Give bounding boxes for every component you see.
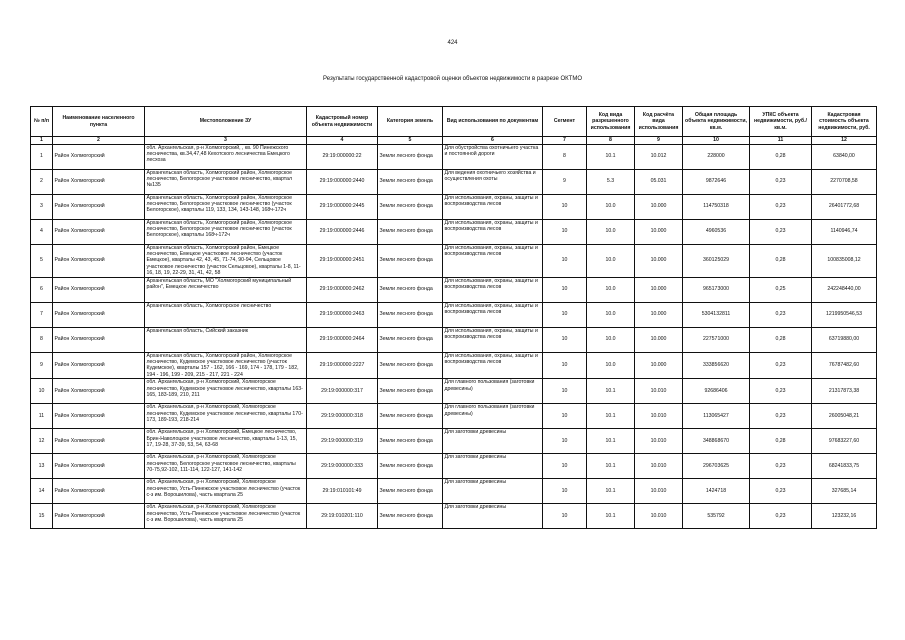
page-number: 424 [447, 40, 458, 46]
header-cell: УПКС объекта недвижимости, руб./кв.м. [750, 107, 812, 137]
land-category-cell: Земли лесного фонда [378, 144, 443, 169]
land-use-cell: Для использования, охраны, защиты и воспроизводства лесов [443, 327, 543, 352]
table-body [31, 144, 877, 529]
vri-code-cell: 10.1 [587, 504, 635, 529]
vri-code-cell: 5.3 [587, 169, 635, 194]
land-use-cell: Для использования, охраны, защиты и воспроизводства лесов [443, 302, 543, 327]
calc-code-cell: 10.010 [635, 379, 683, 404]
upks-cell: 0,23 [750, 194, 812, 219]
upks-cell: 0,23 [750, 219, 812, 244]
table-row [31, 352, 877, 379]
land-category-cell: Земли лесного фонда [378, 302, 443, 327]
cadastral-number-cell: 29:19:000000:2445 [307, 194, 378, 219]
row-number: 8 [31, 327, 53, 352]
header-cell: Местоположение ЗУ [145, 107, 307, 137]
row-number: 14 [31, 479, 53, 504]
area-cell: 965173000 [683, 277, 750, 302]
area-cell: 9872646 [683, 169, 750, 194]
vri-code-cell: 10.0 [587, 194, 635, 219]
column-number: 2 [53, 137, 145, 145]
row-number: 1 [31, 144, 53, 169]
locality-cell: Район Холмогорский [53, 302, 145, 327]
cadastral-number-cell: 29:19:000000:2451 [307, 244, 378, 277]
header-row [31, 107, 877, 137]
upks-cell: 0,28 [750, 144, 812, 169]
calc-code-cell: 10.012 [635, 144, 683, 169]
address-cell: Архангельская область, Холмогорский район, Холмогорское лесничество, Белогорское участковое лесничество (участок Белогорское), кварталы 168ч-172ч [145, 219, 307, 244]
calc-code-cell: 10.000 [635, 219, 683, 244]
locality-cell: Район Холмогорский [53, 379, 145, 404]
vri-code-cell: 10.1 [587, 379, 635, 404]
table-row [31, 379, 877, 404]
land-category-cell: Земли лесного фонда [378, 277, 443, 302]
cadastral-value-cell: 1219950546,53 [812, 302, 877, 327]
locality-cell: Район Холмогорский [53, 327, 145, 352]
land-use-cell: Для заготовки древесины [443, 479, 543, 504]
row-number: 12 [31, 429, 53, 454]
upks-cell: 0,23 [750, 302, 812, 327]
table-row [31, 454, 877, 479]
vri-code-cell: 10.0 [587, 327, 635, 352]
calc-code-cell: 10.000 [635, 327, 683, 352]
cadastral-number-cell: 29:19:000000:333 [307, 454, 378, 479]
cadastral-number-cell: 29:19:000000:22 [307, 144, 378, 169]
row-number: 13 [31, 454, 53, 479]
cadastral-value-cell: 76787482,60 [812, 352, 877, 379]
cadastral-number-cell: 29:19:000000:2462 [307, 277, 378, 302]
area-cell: 333856620 [683, 352, 750, 379]
table-row [31, 404, 877, 429]
locality-cell: Район Холмогорский [53, 169, 145, 194]
table-row [31, 429, 877, 454]
segment-cell: 10 [543, 244, 587, 277]
upks-cell: 0,23 [750, 352, 812, 379]
address-cell: обл. Архангельская, р-н Холмогорский, Холмогорское лесничество, Белогорское участковое лесничество, кварталы 70-75,92-102, 111-114, 122-127, 141-142 [145, 454, 307, 479]
area-cell: 296703625 [683, 454, 750, 479]
vri-code-cell: 10.1 [587, 404, 635, 429]
upks-cell: 0,23 [750, 379, 812, 404]
area-cell: 1424718 [683, 479, 750, 504]
cadastral-value-cell: 2270708,58 [812, 169, 877, 194]
cadastral-value-cell: 1140946,74 [812, 219, 877, 244]
cadastral-value-cell: 123232,16 [812, 504, 877, 529]
land-category-cell: Земли лесного фонда [378, 454, 443, 479]
upks-cell: 0,23 [750, 404, 812, 429]
header-cell: № п/п [31, 107, 53, 137]
column-number: 11 [750, 137, 812, 145]
cadastral-number-cell: 29:19:000000:2463 [307, 302, 378, 327]
area-cell: 535792 [683, 504, 750, 529]
valuation-table [30, 106, 877, 529]
land-category-cell: Земли лесного фонда [378, 352, 443, 379]
row-number: 4 [31, 219, 53, 244]
calc-code-cell: 10.010 [635, 429, 683, 454]
row-number: 10 [31, 379, 53, 404]
land-category-cell: Земли лесного фонда [378, 504, 443, 529]
land-use-cell: Для использования, охраны, защиты и воспроизводства лесов [443, 244, 543, 277]
locality-cell: Район Холмогорский [53, 144, 145, 169]
land-use-cell: Для заготовки древесины [443, 429, 543, 454]
land-use-cell: Для использования, охраны, защиты и воспроизводства лесов [443, 352, 543, 379]
header-cell: Вид использования по документам [443, 107, 543, 137]
table-row [31, 479, 877, 504]
calc-code-cell: 10.010 [635, 404, 683, 429]
header-cell: Код расчёта вида использования [635, 107, 683, 137]
address-cell: обл. Архангельская, р-н Холмогорский, Холмогорское лесничество, Кудемское участковое лесничество, кварталы 163-165, 183-189, 210, 211 [145, 379, 307, 404]
cadastral-number-cell: 29:19:000000:318 [307, 404, 378, 429]
column-number: 6 [443, 137, 543, 145]
address-cell: Архангельская область, Холмогорское лесничество [145, 302, 307, 327]
land-category-cell: Земли лесного фонда [378, 244, 443, 277]
segment-cell: 10 [543, 302, 587, 327]
row-number: 2 [31, 169, 53, 194]
land-use-cell: Для ведения охотничьего хозяйства и осуществления охоты [443, 169, 543, 194]
area-cell: 113065427 [683, 404, 750, 429]
row-number: 9 [31, 352, 53, 379]
area-cell: 92686406 [683, 379, 750, 404]
land-category-cell: Земли лесного фонда [378, 219, 443, 244]
table-row [31, 194, 877, 219]
column-number-row [31, 137, 877, 145]
cadastral-number-cell: 29:19:000000:2227 [307, 352, 378, 379]
land-use-cell: Для заготовки древесины [443, 504, 543, 529]
cadastral-value-cell: 97683227,60 [812, 429, 877, 454]
area-cell: 227571000 [683, 327, 750, 352]
land-use-cell: Для обустройства охотничьего участка и постоянной дороги [443, 144, 543, 169]
land-use-cell: Для использования, охраны, защиты и воспроизводства лесов [443, 277, 543, 302]
table-row [31, 327, 877, 352]
vri-code-cell: 10.0 [587, 219, 635, 244]
row-number: 11 [31, 404, 53, 429]
address-cell: Архангельская область, МО "Холмогорский муниципальный район", Емецкое лесничество [145, 277, 307, 302]
cadastral-number-cell: 29:19:000000:317 [307, 379, 378, 404]
row-number: 5 [31, 244, 53, 277]
area-cell: 114750318 [683, 194, 750, 219]
header-cell: Общая площадь объекта недвижимости, кв.м. [683, 107, 750, 137]
calc-code-cell: 10.000 [635, 277, 683, 302]
cadastral-value-cell: 327685,14 [812, 479, 877, 504]
calc-code-cell: 10.000 [635, 302, 683, 327]
header-cell: Категория земель [378, 107, 443, 137]
row-number: 7 [31, 302, 53, 327]
vri-code-cell: 10.1 [587, 454, 635, 479]
cadastral-number-cell: 29:19:000000:2464 [307, 327, 378, 352]
segment-cell: 9 [543, 169, 587, 194]
calc-code-cell: 10.010 [635, 454, 683, 479]
header-cell: Сегмент [543, 107, 587, 137]
vri-code-cell: 10.0 [587, 244, 635, 277]
table-row [31, 504, 877, 529]
column-number: 8 [587, 137, 635, 145]
cadastral-value-cell: 63719880,00 [812, 327, 877, 352]
address-cell: Архангельская область, Холмогорский район, Холмогорское лесничество, Кудемское участковое лесничество (участок Кудемское), кварталы 157 - 162, 166 - 169, 174 - 178, 179 - 182, 194 - 196, 199 - 209, 215 - 217, 221 - 224 [145, 352, 307, 379]
table-row [31, 169, 877, 194]
column-number: 12 [812, 137, 877, 145]
segment-cell: 8 [543, 144, 587, 169]
area-cell: 228000 [683, 144, 750, 169]
table-row [31, 144, 877, 169]
column-number: 10 [683, 137, 750, 145]
column-number: 7 [543, 137, 587, 145]
column-number: 9 [635, 137, 683, 145]
locality-cell: Район Холмогорский [53, 504, 145, 529]
cadastral-number-cell: 29:19:000000:319 [307, 429, 378, 454]
row-number: 3 [31, 194, 53, 219]
segment-cell: 10 [543, 277, 587, 302]
segment-cell: 10 [543, 479, 587, 504]
address-cell: обл. Архангельская, р-н Холмогорский, , кв. 90 Пинежского лесничества, кв.34,47,48 Кехотского лесничества Емецкого лесхоза [145, 144, 307, 169]
column-number: 5 [378, 137, 443, 145]
locality-cell: Район Холмогорский [53, 429, 145, 454]
locality-cell: Район Холмогорский [53, 277, 145, 302]
cadastral-value-cell: 63840,00 [812, 144, 877, 169]
locality-cell: Район Холмогорский [53, 352, 145, 379]
address-cell: обл. Архангельская, р-н Холмогорский, Холмогорское лесничество, Усть-Пинежское участковое лесничество (участок с-з им. Ворошилова), часть квартала 25 [145, 504, 307, 529]
upks-cell: 0,28 [750, 429, 812, 454]
locality-cell: Район Холмогорский [53, 479, 145, 504]
vri-code-cell: 10.1 [587, 429, 635, 454]
column-number: 1 [31, 137, 53, 145]
area-cell: 4960536 [683, 219, 750, 244]
cadastral-value-cell: 100835008,12 [812, 244, 877, 277]
locality-cell: Район Холмогорский [53, 244, 145, 277]
table-row [31, 302, 877, 327]
cadastral-value-cell: 26401772,68 [812, 194, 877, 219]
calc-code-cell: 10.000 [635, 194, 683, 219]
land-use-cell: Для использования, охраны, защиты и воспроизводства лесов [443, 219, 543, 244]
calc-code-cell: 10.010 [635, 504, 683, 529]
segment-cell: 10 [543, 454, 587, 479]
header-cell: Кадастровая стоимость объекта недвижимости, руб. [812, 107, 877, 137]
cadastral-value-cell: 21317873,38 [812, 379, 877, 404]
segment-cell: 10 [543, 194, 587, 219]
segment-cell: 10 [543, 327, 587, 352]
row-number: 6 [31, 277, 53, 302]
row-number: 15 [31, 504, 53, 529]
vri-code-cell: 10.0 [587, 277, 635, 302]
address-cell: Архангельская область, Сийский заказник [145, 327, 307, 352]
locality-cell: Район Холмогорский [53, 219, 145, 244]
table-row [31, 219, 877, 244]
table-row [31, 244, 877, 277]
upks-cell: 0,28 [750, 244, 812, 277]
locality-cell: Район Холмогорский [53, 194, 145, 219]
column-number: 4 [307, 137, 378, 145]
land-category-cell: Земли лесного фонда [378, 429, 443, 454]
land-category-cell: Земли лесного фонда [378, 327, 443, 352]
segment-cell: 10 [543, 404, 587, 429]
vri-code-cell: 10.1 [587, 144, 635, 169]
land-use-cell: Для главного пользования (заготовки древесины) [443, 404, 543, 429]
document-title: Результаты государственной кадастровой оценки объектов недвижимости в разрезе ОКТМО [323, 76, 582, 82]
vri-code-cell: 10.1 [587, 479, 635, 504]
calc-code-cell: 05.031 [635, 169, 683, 194]
cadastral-number-cell: 29:19:000000:2440 [307, 169, 378, 194]
address-cell: Архангельская область, Холмогорский район, Холмогорское лесничество, Белогорское участковое лесничество, квартал №135 [145, 169, 307, 194]
header-cell: Код вида разрешенного использования [587, 107, 635, 137]
address-cell: Архангельская область, Холмогорский район, Емецкое лесничество, Емецкое участковое лесничество (участок Емецкое), кварталы 42, 43, 45, 71-74, 90-94, Сельцовое участковое лесничество (участок Сельцовое), кварталы 1-8, 11-16, 18, 19, 22-29, 31, 41, 42, 58 [145, 244, 307, 277]
land-use-cell: Для заготовки древесины [443, 454, 543, 479]
calc-code-cell: 10.010 [635, 479, 683, 504]
column-number: 3 [145, 137, 307, 145]
land-category-cell: Земли лесного фонда [378, 379, 443, 404]
segment-cell: 10 [543, 352, 587, 379]
land-category-cell: Земли лесного фонда [378, 404, 443, 429]
cadastral-value-cell: 26005048,21 [812, 404, 877, 429]
area-cell: 360125029 [683, 244, 750, 277]
segment-cell: 10 [543, 429, 587, 454]
calc-code-cell: 10.000 [635, 352, 683, 379]
cadastral-number-cell: 29:19:000000:2446 [307, 219, 378, 244]
vri-code-cell: 10.0 [587, 352, 635, 379]
address-cell: обл. Архангельская, р-н Холмогорский, Емецкое лесничество, Брин-Наволоцкое участковое лесничество, кварталы 1-13, 15, 17, 19-28, 37-39, 53, 54, 63-68 [145, 429, 307, 454]
land-category-cell: Земли лесного фонда [378, 479, 443, 504]
address-cell: Архангельская область, Холмогорский район, Холмогорское лесничество, Белогорское участковое лесничество (участок Белогорское), кварталы 119, 133, 134, 143-148, 168ч-172ч [145, 194, 307, 219]
land-use-cell: Для использования, охраны, защиты и воспроизводства лесов [443, 194, 543, 219]
header-cell: Наименование населенного пункта [53, 107, 145, 137]
segment-cell: 10 [543, 219, 587, 244]
upks-cell: 0,25 [750, 277, 812, 302]
upks-cell: 0,23 [750, 454, 812, 479]
cadastral-value-cell: 68241833,75 [812, 454, 877, 479]
segment-cell: 10 [543, 379, 587, 404]
address-cell: обл. Архангельская, р-н Холмогорский, Холмогорское лесничество, Усть-Пинежское участковое лесничество (участок с-з им. Ворошилова), часть квартала 25 [145, 479, 307, 504]
cadastral-value-cell: 242248440,00 [812, 277, 877, 302]
address-cell: обл. Архангельская, р-н Холмогорский, Холмогорское лесничество, Кудемское участковое лесничество, кварталы 170-173, 189-193, 218-214 [145, 404, 307, 429]
land-category-cell: Земли лесного фонда [378, 169, 443, 194]
segment-cell: 10 [543, 504, 587, 529]
upks-cell: 0,28 [750, 327, 812, 352]
area-cell: 348868670 [683, 429, 750, 454]
table-row [31, 277, 877, 302]
locality-cell: Район Холмогорский [53, 454, 145, 479]
upks-cell: 0,23 [750, 504, 812, 529]
land-use-cell: Для главного пользования (заготовки древесины) [443, 379, 543, 404]
cadastral-number-cell: 29:19:010201:110 [307, 504, 378, 529]
upks-cell: 0,23 [750, 169, 812, 194]
vri-code-cell: 10.0 [587, 302, 635, 327]
cadastral-number-cell: 29:19:010101:49 [307, 479, 378, 504]
upks-cell: 0,23 [750, 479, 812, 504]
land-category-cell: Земли лесного фонда [378, 194, 443, 219]
calc-code-cell: 10.000 [635, 244, 683, 277]
area-cell: 5304132811 [683, 302, 750, 327]
locality-cell: Район Холмогорский [53, 404, 145, 429]
header-cell: Кадастровый номер объекта недвижимости [307, 107, 378, 137]
